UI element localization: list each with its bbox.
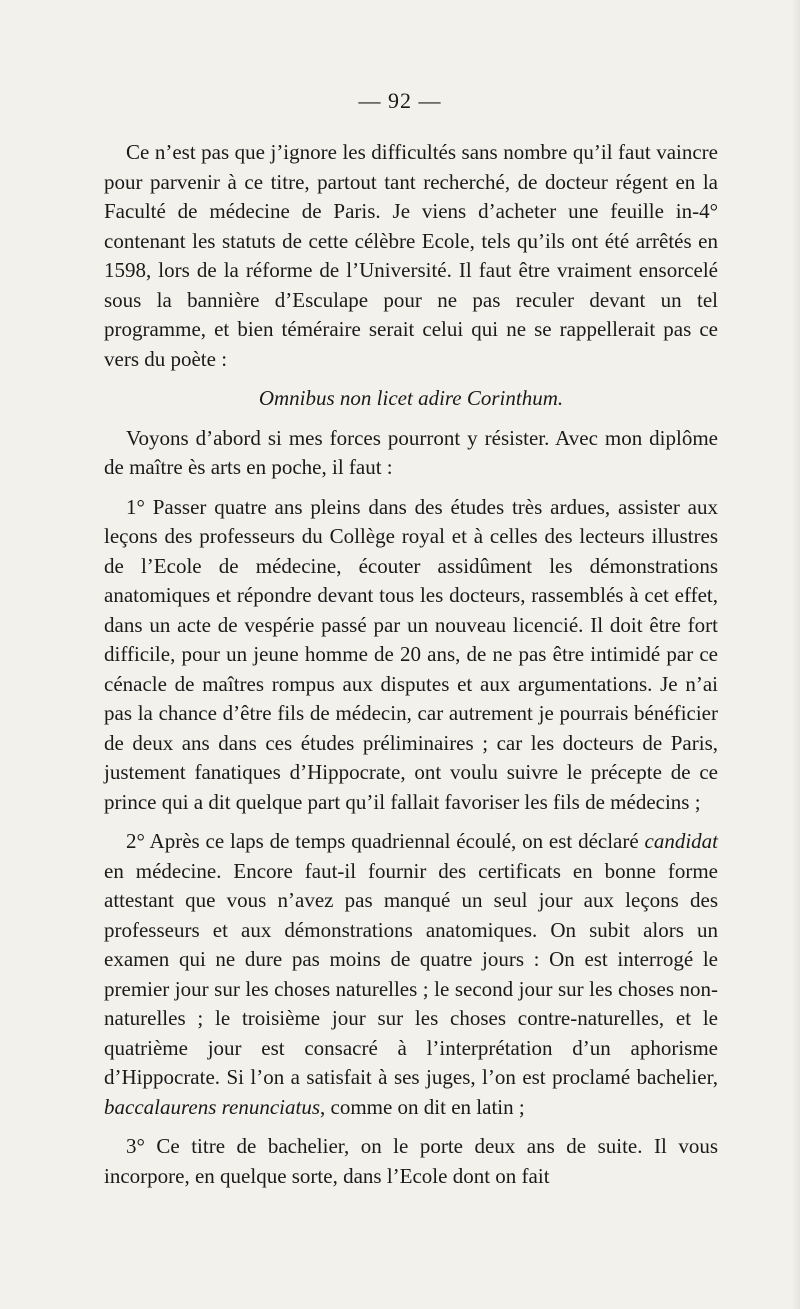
paragraph-2: Voyons d’abord si mes forces pourront y résister. Avec mon diplôme de maître ès arts en poche, il faut : xyxy=(104,425,718,479)
paragraph-4-part-1: 2° Après ce laps de temps quadriennal écoulé, on est déclaré xyxy=(126,829,645,853)
page-edge-shadow xyxy=(792,0,800,1309)
paragraph-1: Ce n’est pas que j’ignore les difficultés sans nombre qu’il faut vaincre pour parvenir à ce titre, partout tant recherché, de docteur régent en la Faculté de médecine de Paris. Je viens d’acheter une feuille in-4° contenant les statuts de cette célèbre Ecole, tels qu’ils ont été arrêtés en 1598, lors de la réforme de l’Université. Il faut être vraiment ensorcelé sous la bannière d’Esculape pour ne pas reculer devant un tel programme, et bien téméraire serait celui qui ne se rappellerait pas ce vers du poète : xyxy=(104,140,718,371)
paragraph-4 xyxy=(104,827,718,1122)
candidat-term: candidat xyxy=(644,829,718,853)
latin-term: baccalaurens renunciatus xyxy=(104,1094,320,1119)
page-number: — 92 — xyxy=(358,88,442,113)
paragraph-4-part-2: en médecine. Encore faut-il fournir des certificats en bonne forme attestant que vous n’avez pas manqué un seul jour aux leçons des professeurs et aux démonstrations anatomiques. On subit alors un examen qui ne dure pas moins de quatre jours : On est interrogé le premier jour sur les choses naturelles ; le second jour sur les choses non-naturelles ; le troisième jour sur les choses contre-naturelles, et le quatrième jour est consacré à l’interprétation d’un aphorisme d’Hippocrate. Si l’on a satisfait à ses juges, l’on est proclamé bachelier, xyxy=(104,858,718,1089)
paragraph-5: 3° Ce titre de bachelier, on le porte deux ans de suite. Il vous incorpore, en quelque sorte, dans l’Ecole dont on fait xyxy=(104,1134,718,1188)
paragraph-4-part-3: , comme on dit en latin ; xyxy=(320,1094,525,1119)
latin-quote: Omnibus non licet adire Corinthum. xyxy=(258,386,564,410)
paragraph-3: 1° Passer quatre ans pleins dans des études très ardues, assister aux leçons des professeurs du Collège royal et à celles des lecteurs illustres de l’Ecole de médecine, écouter assidûment les démonstrations anatomiques et répondre devant tous les docteurs, rassemblés à cet effet, dans un acte de vespérie passé par un nouveau licencié. Il doit être fort difficile, pour un jeune homme de 20 ans, de ne pas être intimidé par ce cénacle de maîtres rompus aux disputes et aux argumentations. Je n’ai pas la chance d’être fils de médecin, car autrement je pourrais bénéficier de deux ans dans ces études préliminaires ; car les docteurs de Paris, justement fanatiques d’Hippocrate, ont voulu suivre le précepte de ce prince qui a dit quelque part qu’il fallait favoriser les fils de médecins ; xyxy=(104,494,718,814)
body-text xyxy=(104,138,718,1201)
